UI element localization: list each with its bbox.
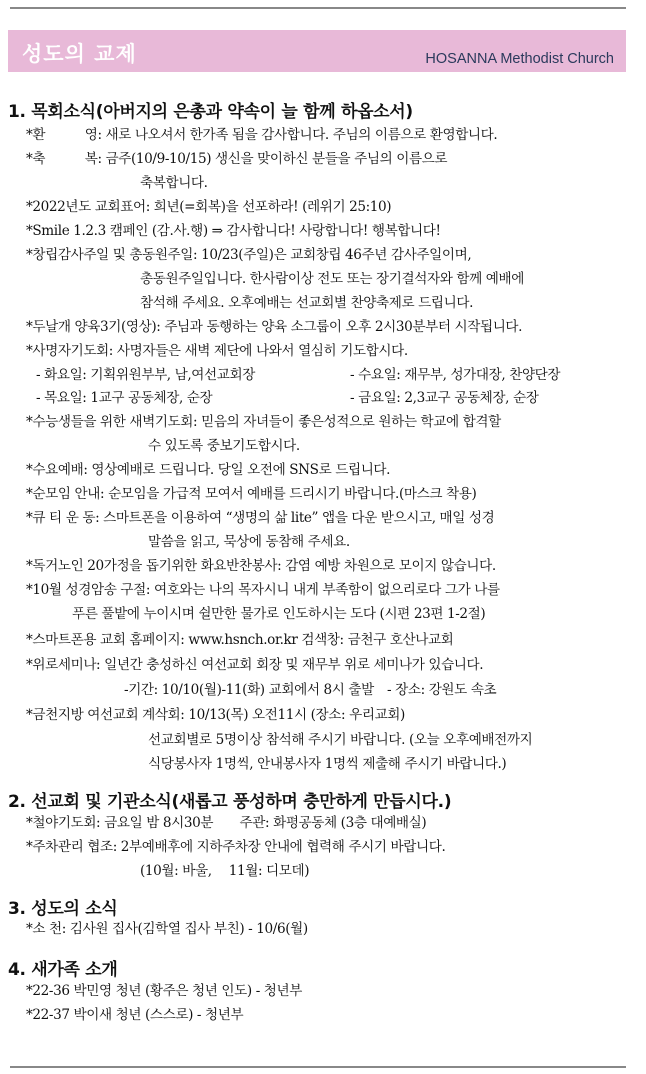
section-heading-4: 4. 새가족 소개 (8, 960, 118, 980)
notice-line: *2022년도 교회표어: 희년(=회복)을 선포하라! (레위기 25:10) (26, 199, 392, 215)
prayer-schedule-thursday: - 목요일: 1교구 공동체장, 순장 (36, 390, 213, 406)
section-banner (8, 30, 626, 72)
prayer-schedule-tuesday: - 화요일: 기획위원부부, 남,여선교회장 (36, 367, 255, 383)
notice-line: *축 복: 금주(10/9-10/15) 생신을 맞이하신 분들을 주님의 이름으로 (26, 151, 448, 167)
notice-line: 말씀을 읽고, 묵상에 동참해 주세요. (148, 534, 350, 550)
notice-line: *창립감사주일 및 총동원주일: 10/23(주일)은 교회창립 46주년 감사주일이며, (26, 247, 472, 263)
notice-line: 축복합니다. (140, 175, 208, 191)
notice-line: *수요예배: 영상예배로 드립니다. 당일 오전에 SNS로 드립니다. (26, 462, 391, 478)
new-member-line: *22-37 박이새 청년 (스스로) - 청년부 (26, 1007, 244, 1023)
notice-line: *10월 성경암송 구절: 여호와는 나의 목자시니 내게 부족함이 없으리로다 그가 나를 (26, 582, 500, 598)
banner-title: 성도의 교제 (22, 42, 137, 66)
notice-line: (10월: 바울, 11월: 디모데) (140, 863, 310, 879)
notice-line: *순모임 안내: 순모임을 가급적 모여서 예배를 드리시기 바랍니다.(마스크 착용) (26, 486, 477, 502)
top-rule (10, 7, 626, 9)
notice-line: *환 영: 새로 나오셔서 한가족 됨을 감사합니다. 주님의 이름으로 환영합니다. (26, 127, 498, 143)
new-member-line: *22-36 박민영 청년 (황주은 청년 인도) - 청년부 (26, 983, 303, 999)
notice-line: -기간: 10/10(월)-11(화) 교회에서 8시 출발 - 장소: 강원도 속초 (124, 682, 497, 698)
notice-line: *두날개 양육3기(영상): 주님과 동행하는 양육 소그룹이 오후 2시30분부터 시작됩니다. (26, 319, 523, 335)
notice-line: *Smile 1.2.3 캠페인 (감.사.행) ⇒ 감사합니다! 사랑합니다! 행복합니다! (26, 223, 441, 239)
notice-line: 푸른 풀밭에 누이시며 쉴만한 물가로 인도하시는 도다 (시편 23편 1-2절) (72, 606, 486, 622)
notice-line: 선교회별로 5명이상 참석해 주시기 바랍니다. (오늘 오후예배전까지 (148, 732, 533, 748)
section-heading-3: 3. 성도의 소식 (8, 899, 118, 919)
prayer-schedule-wednesday: - 수요일: 재무부, 성가대장, 찬양단장 (350, 367, 561, 383)
notice-line: *위로세미나: 일년간 충성하신 여선교회 회장 및 재무부 위로 세미나가 있습니다. (26, 657, 484, 673)
notice-line: *철야기도회: 금요일 밤 8시30분 주관: 화평공동체 (3층 대예배실) (26, 815, 427, 831)
notice-line: *수능생들을 위한 새벽기도회: 믿음의 자녀들이 좋은성적으로 원하는 학교에 합격할 (26, 414, 501, 430)
notice-line: *금천지방 여선교회 계삭회: 10/13(목) 오전11시 (장소: 우리교회) (26, 707, 405, 723)
notice-line: 수 있도록 중보기도합시다. (148, 438, 300, 454)
prayer-schedule-friday: - 금요일: 2,3교구 공동체장, 순장 (350, 390, 539, 406)
notice-line: *독거노인 20가정을 돕기위한 화요반찬봉사: 감염 예방 차원으로 모이지 않습니다. (26, 558, 496, 574)
section-heading-1: 1. 목회소식(아버지의 은총과 약속이 늘 함께 하옵소서) (8, 102, 413, 122)
notice-line: *큐 티 운 동: 스마트폰을 이용하여 “생명의 삶 lite” 앱을 다운 받으시고, 매일 성경 (26, 510, 495, 526)
notice-line: *사명자기도회: 사명자들은 새벽 제단에 나와서 열심히 기도합시다. (26, 343, 408, 359)
notice-line: 식당봉사자 1명씩, 안내봉사자 1명씩 제출해 주시기 바랍니다.) (148, 756, 507, 772)
notice-line: 총동원주일입니다. 한사람이상 전도 또는 장기결석자와 함께 예배에 (140, 271, 524, 287)
section-heading-2: 2. 선교회 및 기관소식(새롭고 풍성하며 충만하게 만듭시다.) (8, 792, 452, 812)
notice-line: 참석해 주세요. 오후예배는 선교회별 찬양축제로 드립니다. (140, 295, 474, 311)
notice-line: *주차관리 협조: 2부예배후에 지하주차장 안내에 협력해 주시기 바랍니다. (26, 839, 446, 855)
church-name: HOSANNA Methodist Church (425, 51, 614, 67)
notice-line: *소 천: 김사원 집사(김학열 집사 부친) - 10/6(월) (26, 921, 308, 937)
notice-line: *스마트폰용 교회 홈페이지: www.hsnch.or.kr 검색창: 금천구 호산나교회 (26, 632, 454, 648)
bottom-rule (10, 1066, 626, 1068)
